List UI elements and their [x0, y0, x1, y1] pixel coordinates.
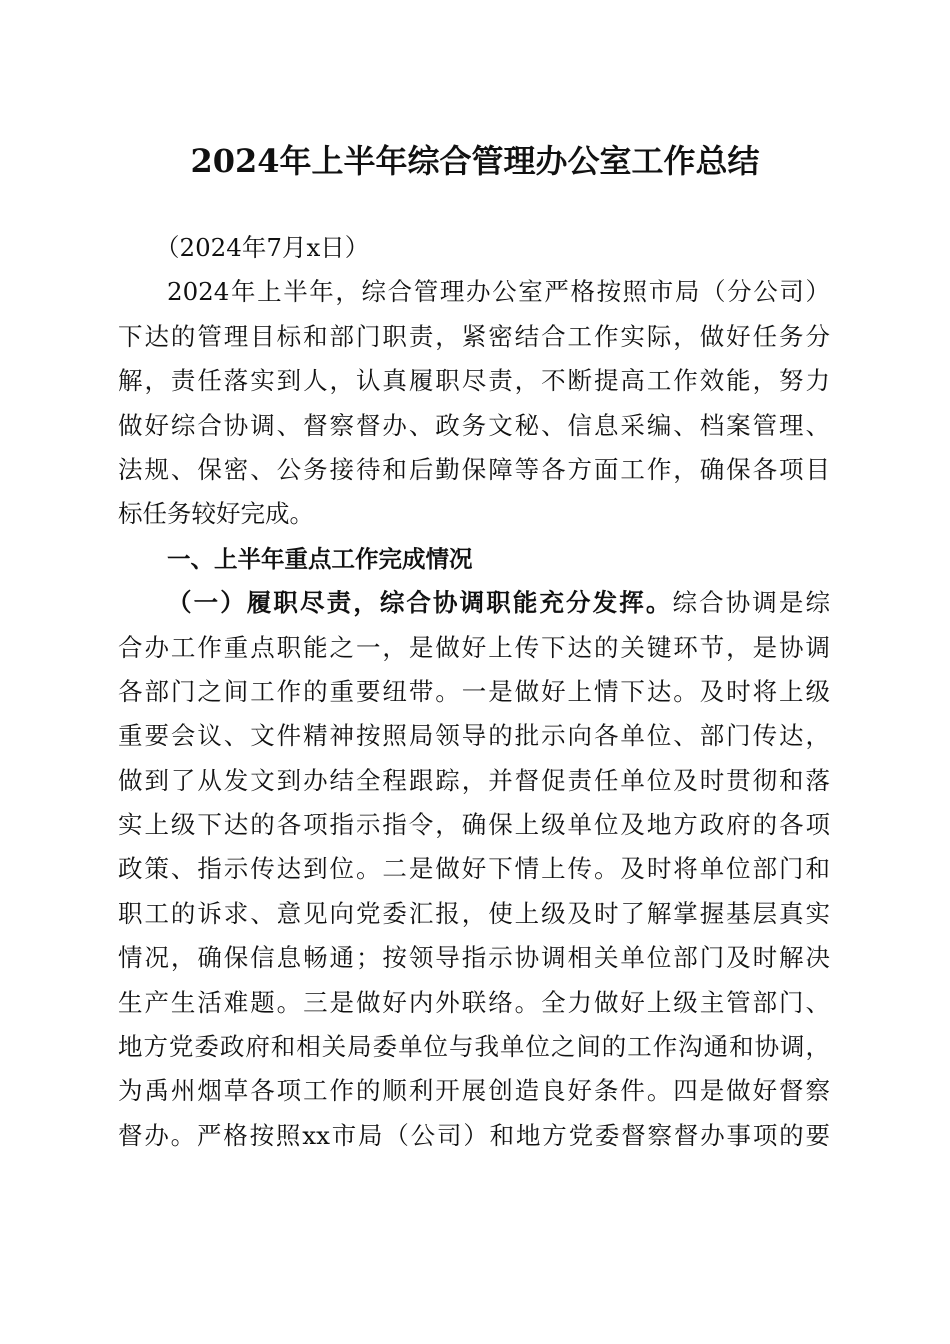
subsection-first-line-text: 综合协调是综	[672, 588, 831, 618]
body-line: 为禹州烟草各项工作的顺利开展创造良好条件。四是做好督察	[118, 1076, 830, 1106]
body-line: 各部门之间工作的重要纽带。一是做好上情下达。及时将上级	[118, 676, 830, 706]
section-heading: 一、上半年重点工作完成情况	[167, 544, 473, 573]
body-line: 合办工作重点职能之一，是做好上传下达的关键环节，是协调	[118, 632, 830, 662]
intro-line: 解，责任落实到人，认真履职尽责，不断提高工作效能，努力	[118, 366, 830, 396]
intro-line: 法规、保密、公务接待和后勤保障等各方面工作，确保各项目	[118, 454, 830, 484]
intro-line: 下达的管理目标和部门职责，紧密结合工作实际，做好任务分	[118, 321, 830, 351]
body-line: 情况，确保信息畅通；按领导指示协调相关单位部门及时解决	[118, 943, 830, 973]
body-line: 重要会议、文件精神按照局领导的批示向各单位、部门传达，	[118, 721, 830, 751]
document-date: （2024年7月x日）	[155, 233, 370, 262]
document-title: 2024年上半年综合管理办公室工作总结	[190, 142, 760, 180]
body-line: 督办。严格按照xx市局（公司）和地方党委督察督办事项的要	[118, 1120, 830, 1150]
document-body	[118, 226, 830, 1158]
body-line: 政策、指示传达到位。二是做好下情上传。及时将单位部门和	[118, 854, 830, 884]
intro-line: 2024年上半年，综合管理办公室严格按照市局（分公司）	[167, 277, 830, 307]
subsection-first-line	[118, 581, 830, 625]
body-line: 职工的诉求、意见向党委汇报，使上级及时了解掌握基层真实	[118, 898, 830, 928]
body-line: 实上级下达的各项指示指令，确保上级单位及地方政府的各项	[118, 810, 830, 840]
body-line: 地方党委政府和相关局委单位与我单位之间的工作沟通和协调，	[118, 1032, 830, 1062]
body-line: 做到了从发文到办结全程跟踪，并督促责任单位及时贯彻和落	[118, 765, 830, 795]
intro-line: 做好综合协调、督察督办、政务文秘、信息采编、档案管理、	[118, 410, 830, 440]
intro-line: 标任务较好完成。	[118, 499, 314, 529]
body-line: 生产生活难题。三是做好内外联络。全力做好上级主管部门、	[118, 987, 830, 1017]
subsection-heading: （一）履职尽责，综合协调职能充分发挥。	[167, 588, 673, 618]
